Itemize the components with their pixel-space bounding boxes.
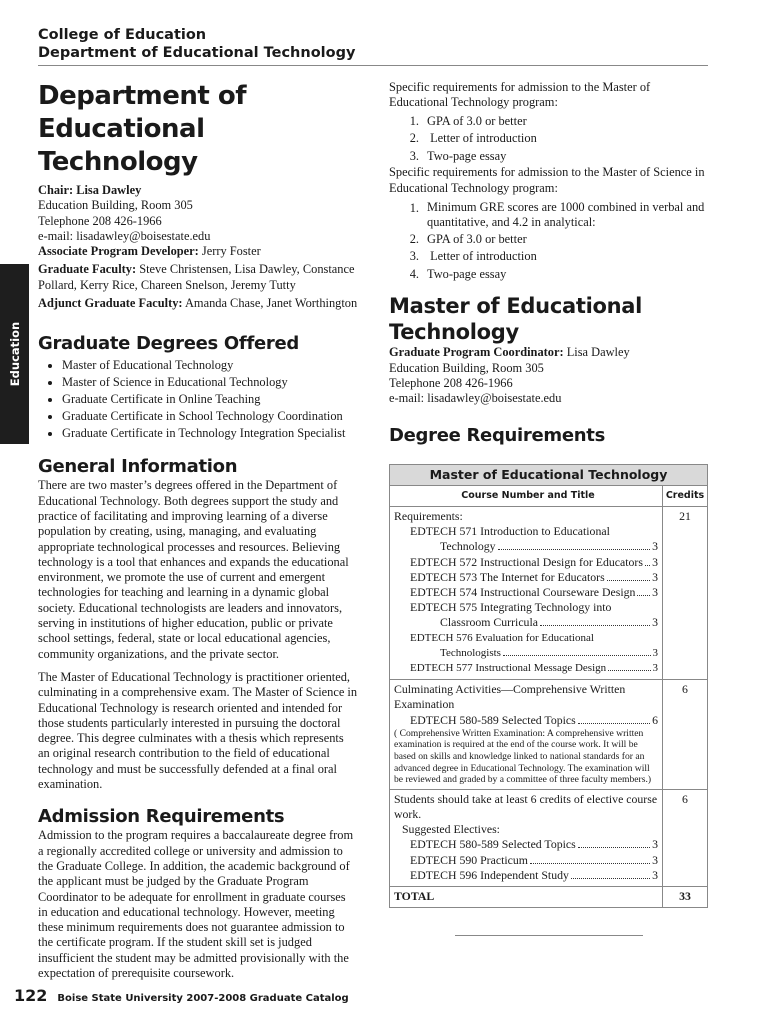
header-rule [38, 65, 708, 66]
course-credits: 3 [652, 852, 658, 867]
coordinator-name: Lisa Dawley [566, 345, 630, 360]
general-paragraph-1: There are two master’s degrees offered in the Department of Educational Technology. Both degrees support the study and practice of facilitating and improving learning of a diverse population by creating, using, managing, and evaluating appropriate technological processes and resources. Believing technology is a tool that enhances and expands the educational environment, we promote the use of current and emergent technologies for teaching and learning in a dynamic global society. Educational technologists are leaders and innovators, serving in institutions of higher education, public or private school settings, federal, state or local educational agencies, community organizations, and the private sector. [38, 478, 349, 661]
course-577 [394, 661, 658, 676]
course-title: EDTECH 574 Instructional Courseware Design [410, 585, 636, 600]
list-text: Minimum GRE scores are 1000 combined in verbal and quantitative, and 4.2 in analytical: [427, 199, 705, 230]
list-text: GPA of 3.0 or better [427, 113, 527, 128]
col-credits-header: Credits [662, 486, 707, 506]
chair [38, 183, 358, 198]
assoc-label: Associate Program Developer: [38, 244, 199, 259]
coordinator [389, 345, 707, 360]
list-text: GPA of 3.0 or better [427, 231, 527, 246]
course-575-cont [394, 615, 658, 630]
total-credits: 33 [662, 887, 707, 907]
table-row-total [390, 887, 707, 907]
list-item [389, 231, 707, 249]
culminating-credits: 6 [662, 680, 707, 789]
running-header [38, 26, 355, 62]
chair-label: Chair: [38, 183, 74, 197]
course-credits: 3 [652, 867, 658, 882]
culminating-note: ( Comprehensive Written Examination: A comprehensive written examination is required at the end of the course work. It will be based on skills and knowledge linked to national standards for an advanced degree in Educational Technology. The examination will be reviewed and graded by a committee of three faculty members.) [394, 727, 652, 786]
table-row [390, 680, 707, 790]
right-column [389, 80, 707, 447]
electives-label: Students should take at least 6 credits of elective course work. [394, 791, 658, 822]
page-number: 122 [14, 986, 48, 1005]
list-item: • Master of Educational Technology [62, 357, 358, 374]
course-580-589 [394, 713, 658, 728]
met-heading-line2: Technology [389, 320, 519, 345]
met-heading-line1: Master of Educational [389, 294, 643, 319]
course-574 [394, 585, 658, 600]
list-item [389, 200, 707, 231]
side-tab [0, 264, 29, 444]
course-credits: 3 [652, 539, 658, 554]
course-576: EDTECH 576 Evaluation for Educational [410, 631, 594, 644]
course-title: EDTECH 596 Independent Study [410, 867, 569, 882]
ms-admission-intro: Specific requirements for admission to the Master of Science in Educational Technology program: [389, 165, 705, 195]
coord-email: e-mail: lisadawley@boisestate.edu [389, 391, 562, 406]
general-heading: General Information [38, 456, 238, 478]
course-credits: 3 [652, 615, 658, 630]
list-number: 1. [409, 113, 419, 128]
graduate-faculty [38, 262, 358, 293]
assoc-name: Jerry Foster [201, 244, 261, 259]
admission-paragraph: Admission to the program requires a baccalaureate degree from a regionally accredited college or university and admission to the Graduate College. In addition, the academic background of the applicant must be judged by the Graduate Program Coordinator to be adequate for enrollment in graduate courses in education and educational technology. However, meeting these minimum requirements does not guarantee admission to the certificate program. If the student skill set is judged insufficient the student may be admitted provisionally with the expectation of prerequisite coursework. [38, 828, 354, 980]
dept-address: Education Building, Room 305 [38, 198, 193, 213]
coord-telephone: Telephone 208 426-1966 [389, 375, 513, 390]
degrees-heading: Graduate Degrees Offered [38, 333, 299, 355]
course-credits: 3 [652, 646, 658, 659]
degrees-list [38, 357, 358, 442]
requirements-credits: 21 [662, 507, 707, 679]
course-credits: 6 [652, 712, 658, 727]
course-575: EDTECH 575 Integrating Technology into [410, 600, 612, 615]
list-item [389, 266, 707, 284]
requirements-label: Requirements: [394, 509, 463, 523]
list-item [389, 113, 707, 131]
table-row [390, 790, 707, 887]
course-576-cont [394, 646, 658, 661]
course-credits: 3 [652, 554, 658, 569]
admission-heading: Admission Requirements [38, 806, 285, 828]
list-item [389, 130, 707, 148]
list-item: • Graduate Certificate in Online Teaching [62, 391, 358, 408]
elective-590 [394, 853, 658, 868]
course-title: EDTECH 577 Instructional Message Design [410, 662, 607, 675]
table-row [390, 507, 707, 680]
ms-requirements [389, 200, 707, 283]
list-number: 3. [409, 148, 419, 163]
dept-telephone: Telephone 208 426-1966 [38, 213, 162, 228]
assoc-developer [38, 244, 358, 259]
list-item: • Master of Science in Educational Technology [62, 374, 358, 391]
table-header [390, 486, 707, 507]
coordinator-label: Graduate Program Coordinator: [389, 345, 564, 360]
list-number: 3. [409, 249, 419, 264]
dept-email: e-mail: lisadawley@boisestate.edu [38, 228, 211, 243]
course-573 [394, 570, 658, 585]
list-number: 2. [409, 131, 419, 146]
list-text: Letter of introduction [427, 249, 537, 264]
list-number: 1. [409, 200, 419, 215]
culminating-label: Culminating Activities—Comprehensive Written Examination [394, 682, 626, 712]
degree-requirements-heading: Degree Requirements [389, 424, 606, 446]
general-paragraph-2: The Master of Educational Technology is practitioner oriented, culminating in a comprehensive exam. The Master of Science in Educational Technology is research oriented and intended for those students particularly interested in pursuing the doctoral degree. This degree culminates with a thesis which represents an original research contribution to the field of educational technology and must be successfully defended at a final oral examination. [38, 669, 358, 792]
met-heading [389, 293, 707, 345]
chair-name: Lisa Dawley [76, 183, 142, 197]
course-title: EDTECH 590 Practicum [410, 852, 528, 867]
course-title: Classroom Curricula [440, 615, 538, 630]
page-title-line2: Educational Technology [38, 114, 205, 177]
met-admission-intro: Specific requirements for admission to the Master of Educational Technology program: [389, 80, 651, 110]
list-item: • Graduate Certificate in School Technology Coordination [62, 408, 358, 425]
list-number: 2. [409, 231, 419, 246]
course-title: Technology [440, 539, 496, 554]
adjunct-names: Amanda Chase, Janet Worthington [184, 296, 358, 311]
course-credits: 3 [652, 569, 658, 584]
requirements-table [389, 464, 708, 908]
total-label: TOTAL [394, 889, 435, 904]
adjunct-faculty [38, 296, 358, 311]
left-column [38, 80, 358, 981]
course-credits: 3 [652, 585, 658, 600]
list-text: Letter of introduction [427, 131, 537, 146]
header-department: Department of Educational Technology [38, 45, 356, 61]
course-title: Technologists [440, 646, 501, 659]
course-571-cont [394, 539, 658, 554]
table-title: Master of Educational Technology [390, 465, 707, 486]
course-title: EDTECH 572 Instructional Design for Educators [410, 554, 643, 569]
page-footer [14, 986, 349, 1005]
elective-596 [394, 868, 658, 883]
met-requirements [389, 113, 707, 166]
adjunct-label: Adjunct Graduate Faculty: [38, 296, 183, 311]
list-item [389, 148, 707, 166]
course-title: EDTECH 573 The Internet for Educators [410, 569, 605, 584]
col-course-header: Course Number and Title [461, 490, 595, 501]
suggested-electives: Suggested Electives: [402, 822, 500, 837]
coord-address: Education Building, Room 305 [389, 360, 544, 375]
course-credits: 3 [652, 837, 658, 852]
faculty-label: Graduate Faculty: [38, 262, 137, 277]
list-text: Two-page essay [427, 266, 507, 281]
course-572 [394, 555, 658, 570]
list-item [389, 248, 707, 266]
list-number: 4. [409, 266, 419, 281]
page-title [38, 80, 358, 179]
catalog-title: Boise State University 2007-2008 Graduate Catalog [57, 993, 349, 1004]
page-title-line1: Department of [38, 81, 247, 111]
electives-credits: 6 [662, 790, 707, 886]
course-571: EDTECH 571 Introduction to Educational [410, 524, 610, 539]
course-credits: 3 [652, 662, 658, 675]
course-title: EDTECH 580-589 Selected Topics [410, 712, 576, 727]
list-item: • Graduate Certificate in Technology Integration Specialist [62, 425, 358, 442]
elective-580-589 [394, 837, 658, 852]
footnote-rule [455, 935, 643, 936]
course-title: EDTECH 580-589 Selected Topics [410, 837, 576, 852]
faculty-names: Steve Christensen, Lisa Dawley, Constance Pollard, Kerry Rice, Chareen Snelson, Jeremy Tutty [38, 262, 355, 292]
list-text: Two-page essay [427, 148, 507, 163]
header-college: College of Education [38, 27, 207, 43]
side-tab-label: Education [7, 321, 22, 387]
